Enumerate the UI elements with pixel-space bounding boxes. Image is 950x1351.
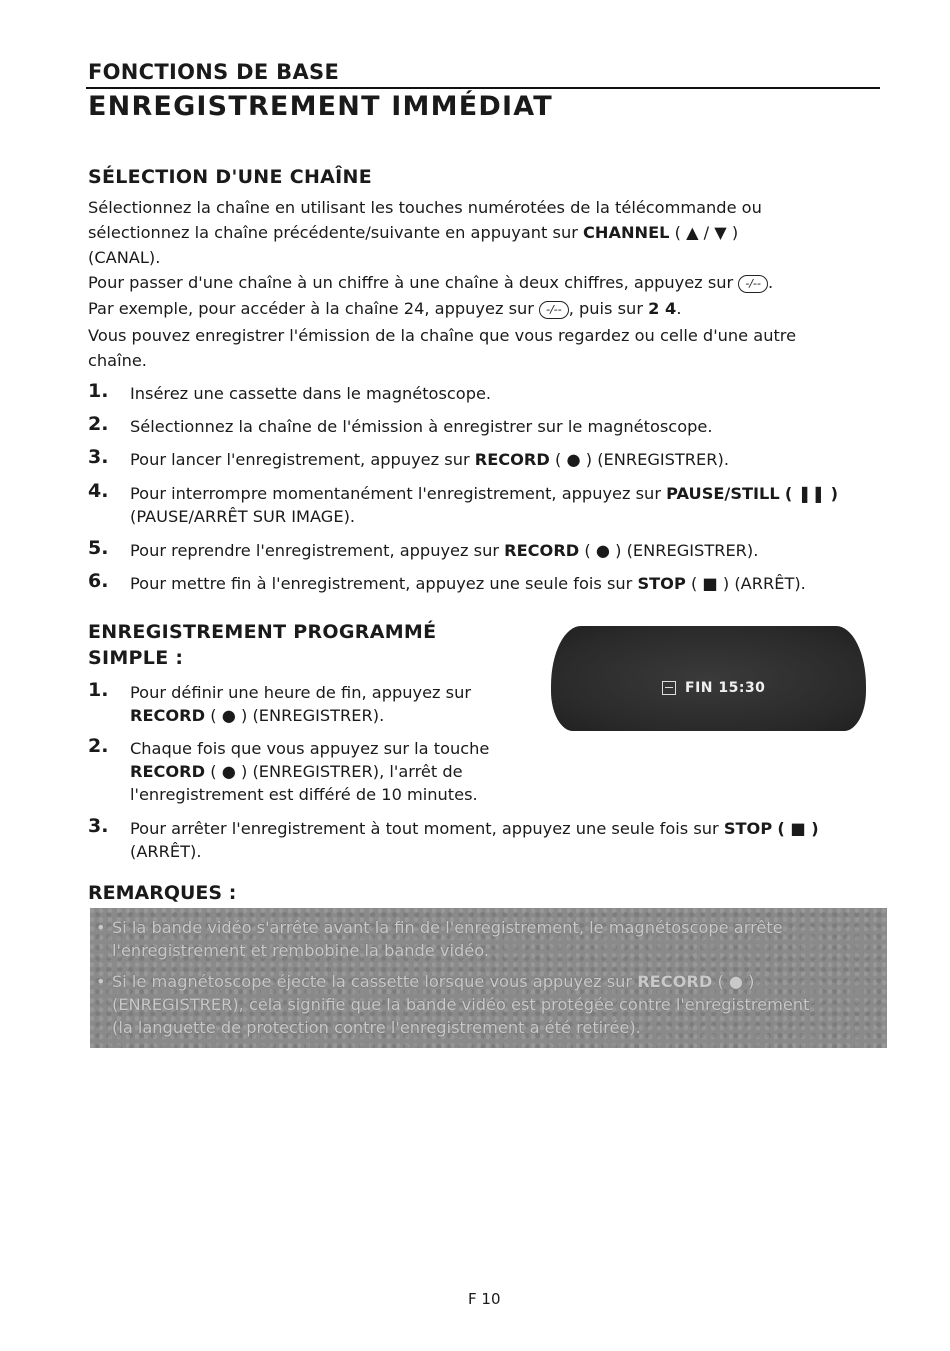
remark-1 [96, 916, 872, 962]
step-text [130, 817, 875, 863]
stop-symbol: ( ■ ) [777, 819, 819, 838]
channel-keyword: CHANNEL [583, 223, 670, 242]
remark-1-line1: Si la bande vidéo s'arrête avant la fin de l'enregistrement, le magnétoscope arrête [112, 918, 783, 937]
step-text [130, 681, 530, 727]
digit-toggle-button-icon: -/-- [539, 301, 569, 319]
programmed-heading-line1: ENREGISTREMENT PROGRAMMÉ [88, 621, 437, 643]
channel-arrows: ( ▲ / ▼ ) [674, 223, 739, 242]
step-number: 2. [88, 735, 109, 757]
step-number: 3. [88, 446, 109, 468]
page-title: ENREGISTREMENT IMMÉDIAT [88, 91, 553, 122]
section-header: FONCTIONS DE BASE [88, 60, 340, 84]
remarks-box [90, 908, 887, 1048]
timer-icon [662, 681, 676, 695]
record-keyword: RECORD [474, 450, 550, 469]
step-number: 5. [88, 537, 109, 559]
channel-paragraph-4 [88, 323, 858, 373]
step-text-post: (ENREGISTRER). [252, 706, 385, 725]
stop-keyword: STOP [637, 574, 686, 593]
record-symbol: ( ● ) [584, 541, 622, 560]
step-number: 1. [88, 380, 109, 402]
stop-keyword: STOP [723, 819, 773, 838]
remark-2-line2: (ENREGISTRER), cela signifie que la bande vidéo est protégée contre l'enregistrement [112, 995, 810, 1014]
channel-heading: SÉLECTION D'UNE CHAÎNE [88, 166, 373, 188]
step-text: Insérez une cassette dans le magnétoscope. [130, 384, 492, 403]
step-text [130, 448, 875, 471]
record-keyword: RECORD [637, 972, 713, 991]
step-text-pre: Pour arrêter l'enregistrement à tout moment, appuyez une seule fois sur [130, 819, 719, 838]
record-symbol: ( ● ) [555, 450, 593, 469]
pause-symbol: ( ❚❚ ) [784, 484, 839, 503]
channel-text-4b: chaîne. [88, 351, 147, 370]
channel-text-1c: (CANAL). [88, 248, 161, 267]
step-text [130, 482, 875, 528]
step-text-pre: Pour mettre fin à l'enregistrement, appuyez une seule fois sur [130, 574, 633, 593]
pause-keyword: PAUSE/STILL [666, 484, 780, 503]
bullet-icon: • [96, 918, 106, 937]
channel-text-3-end: . [676, 299, 682, 318]
remark-1-line2: l'enregistrement et rembobine la bande vidéo. [112, 941, 489, 960]
step-text-pre: Chaque fois que vous appuyez sur la touche [130, 739, 490, 758]
channel-text-4a: Vous pouvez enregistrer l'émission de la chaîne que vous regardez ou celle d'une autre [88, 326, 797, 345]
step-text-post: (ENREGISTRER), l'arrêt de [252, 762, 463, 781]
step-text-post: (ARRÊT). [130, 842, 202, 861]
step-text-post: (ARRÊT). [734, 574, 806, 593]
channel-text-3-mid: , puis sur [568, 299, 643, 318]
step-number: 2. [88, 413, 109, 435]
remark-2-line1: Si le magnétoscope éjecte la cassette lorsque vous appuyez sur [112, 972, 633, 991]
step-text-post: (ENREGISTRER). [597, 450, 729, 469]
record-keyword: RECORD [130, 706, 206, 725]
channel-paragraph-1 [88, 195, 858, 270]
channel-paragraph-2 [88, 270, 858, 295]
step-text [130, 572, 875, 595]
step-text-line3: l'enregistrement est différé de 10 minutes. [130, 785, 478, 804]
step-text-pre: Pour définir une heure de fin, appuyez sur [130, 683, 472, 702]
bullet-icon: • [96, 972, 106, 991]
record-symbol: ( ● ) [210, 762, 248, 781]
step-text-post: (PAUSE/ARRÊT SUR IMAGE). [130, 507, 356, 526]
step-text-pre: Pour reprendre l'enregistrement, appuyez sur [130, 541, 499, 560]
stop-symbol: ( ■ ) [690, 574, 730, 593]
digit-toggle-button-icon: -/-- [738, 275, 768, 293]
step-number: 1. [88, 679, 109, 701]
step-number: 3. [88, 815, 109, 837]
page-number: F 10 [468, 1290, 501, 1308]
step-number: 4. [88, 480, 109, 502]
programmed-heading-line2: SIMPLE : [88, 647, 184, 669]
record-keyword: RECORD [504, 541, 580, 560]
remarks-heading: REMARQUES : [88, 882, 237, 904]
step-text-pre: Pour lancer l'enregistrement, appuyez sur [130, 450, 470, 469]
step-text-pre: Pour interrompre momentanément l'enregistrement, appuyez sur [130, 484, 661, 503]
step-text [130, 539, 875, 562]
step-number: 6. [88, 570, 109, 592]
step-text-post: (ENREGISTRER). [626, 541, 759, 560]
record-keyword: RECORD [130, 762, 206, 781]
osd-end-time: FIN 15:30 [685, 680, 766, 696]
channel-text-2: Pour passer d'une chaîne à un chiffre à une chaîne à deux chiffres, appuyez sur [88, 273, 734, 292]
record-symbol: ( ● ) [210, 706, 248, 725]
channel-text-3: Par exemple, pour accéder à la chaîne 24, appuyez sur [88, 299, 534, 318]
channel-paragraph-3 [88, 296, 858, 321]
channel-digits: 2 4 [648, 299, 677, 318]
channel-text-1a: Sélectionnez la chaîne en utilisant les touches numérotées de la télécommande ou [88, 198, 762, 217]
step-text [130, 737, 540, 806]
tv-osd-display [551, 626, 866, 731]
record-symbol: ( ● ) [717, 972, 755, 991]
channel-text-1b: sélectionnez la chaîne précédente/suivante en appuyant sur [88, 223, 578, 242]
remark-2-line3: (la languette de protection contre l'enregistrement a été retirée). [112, 1018, 641, 1037]
step-text: Sélectionnez la chaîne de l'émission à enregistrer sur le magnétoscope. [130, 417, 713, 436]
header-rule [86, 87, 880, 89]
remark-2 [96, 970, 872, 1039]
channel-text-2-end: . [767, 273, 774, 292]
